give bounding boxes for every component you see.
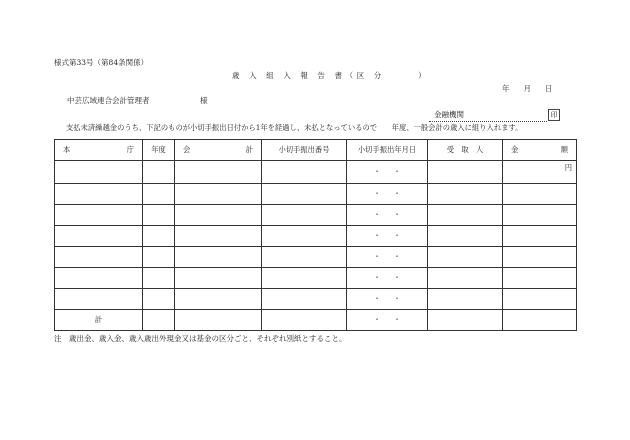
form-number: 様式第33号（第84条関係） [54,58,149,67]
cell-check-number[interactable] [262,205,347,226]
cell-total-amount[interactable] [503,310,577,331]
cell-check-number[interactable] [262,161,347,184]
header-check-number: 小切手振出番号 [262,140,347,161]
cell-check-date[interactable]: ・ ・ [347,205,428,226]
table-row [55,205,577,226]
body-text: 支払未済繰越金のうち、下記のものが小切手振出日付から1年を経過し、未払となっているので 年度、一般会計の歳入に組り入れます。 [66,123,523,132]
cell-payee[interactable] [428,289,503,310]
cell-payee[interactable] [428,205,503,226]
header-check-date: 小切手振出年月日 [347,140,428,161]
cell-check-date[interactable]: ・ ・ [347,226,428,247]
cell-account[interactable] [175,205,262,226]
table-row [55,226,577,247]
cell-payee[interactable] [428,247,503,268]
table-total-row [55,310,577,331]
cell-check-number[interactable] [262,289,347,310]
cell-check-number[interactable] [262,184,347,205]
cell-payee[interactable] [428,184,503,205]
cell-year[interactable] [143,268,175,289]
institution-label: 金融機関 [434,110,464,119]
header-payee: 受 取 人 [428,140,503,161]
cell-check-date[interactable]: ・ ・ [347,184,428,205]
cell-account[interactable] [175,247,262,268]
cell-account[interactable] [175,184,262,205]
cell-amount[interactable] [503,247,577,268]
cell-account[interactable] [175,161,262,184]
table-row [55,289,577,310]
table-row [55,268,577,289]
cell-amount[interactable] [503,226,577,247]
cell-check-date[interactable]: ・ ・ [347,247,428,268]
seal-box: 印 [548,109,560,121]
header-amount: 金 額 [503,140,577,161]
cell-payee[interactable] [428,268,503,289]
table-row [55,247,577,268]
remittance-table [54,139,577,331]
cell-amount[interactable] [503,205,577,226]
table-row [55,184,577,205]
header-department: 本 庁 [55,140,143,161]
cell-payee[interactable] [428,310,503,331]
date-month-label: 月 [523,84,531,93]
cell-amount[interactable]: 円 [503,161,577,184]
cell-year[interactable] [143,161,175,184]
addressee: 中芸広域連合会計管理者 [67,96,150,105]
addressee-honorific: 様 [200,96,208,105]
cell-year[interactable] [143,247,175,268]
cell-check-date[interactable]: ・ ・ [347,268,428,289]
cell-payee[interactable] [428,161,503,184]
header-fiscal-year: 年度 [143,140,175,161]
cell-account[interactable] [175,289,262,310]
cell-year[interactable] [143,184,175,205]
cell-department[interactable] [55,184,143,205]
table-header-row [55,140,577,161]
cell-payee[interactable] [428,226,503,247]
cell-account[interactable] [175,268,262,289]
cell-check-date[interactable]: ・ ・ [347,161,428,184]
date-day-label: 日 [545,84,553,93]
total-label: 計 [55,310,143,331]
cell-check-number[interactable] [262,226,347,247]
cell-department[interactable] [55,247,143,268]
document-title: 歳 入 組 入 報 告 書（区 分 ） [232,71,430,80]
cell-check-number[interactable] [262,310,347,331]
cell-account[interactable] [175,226,262,247]
date-year-label: 年 [502,84,510,93]
footnote: 注 歳出金、歳入金、歳入歳出外現金又は基金の区分ごと、それぞれ別紙とすること。 [54,334,347,343]
cell-check-date[interactable]: ・ ・ [347,310,428,331]
cell-check-number[interactable] [262,268,347,289]
cell-department[interactable] [55,268,143,289]
cell-year[interactable] [143,310,175,331]
cell-department[interactable] [55,226,143,247]
cell-year[interactable] [143,289,175,310]
cell-amount[interactable] [503,268,577,289]
table-row [55,161,577,184]
cell-department[interactable] [55,205,143,226]
cell-account[interactable] [175,310,262,331]
cell-amount[interactable] [503,184,577,205]
cell-check-date[interactable]: ・ ・ [347,289,428,310]
header-account: 会 計 [175,140,262,161]
cell-department[interactable] [55,161,143,184]
cell-department[interactable] [55,289,143,310]
cell-year[interactable] [143,205,175,226]
date-line [502,85,553,93]
cell-check-number[interactable] [262,247,347,268]
cell-amount[interactable] [503,289,577,310]
cell-year[interactable] [143,226,175,247]
